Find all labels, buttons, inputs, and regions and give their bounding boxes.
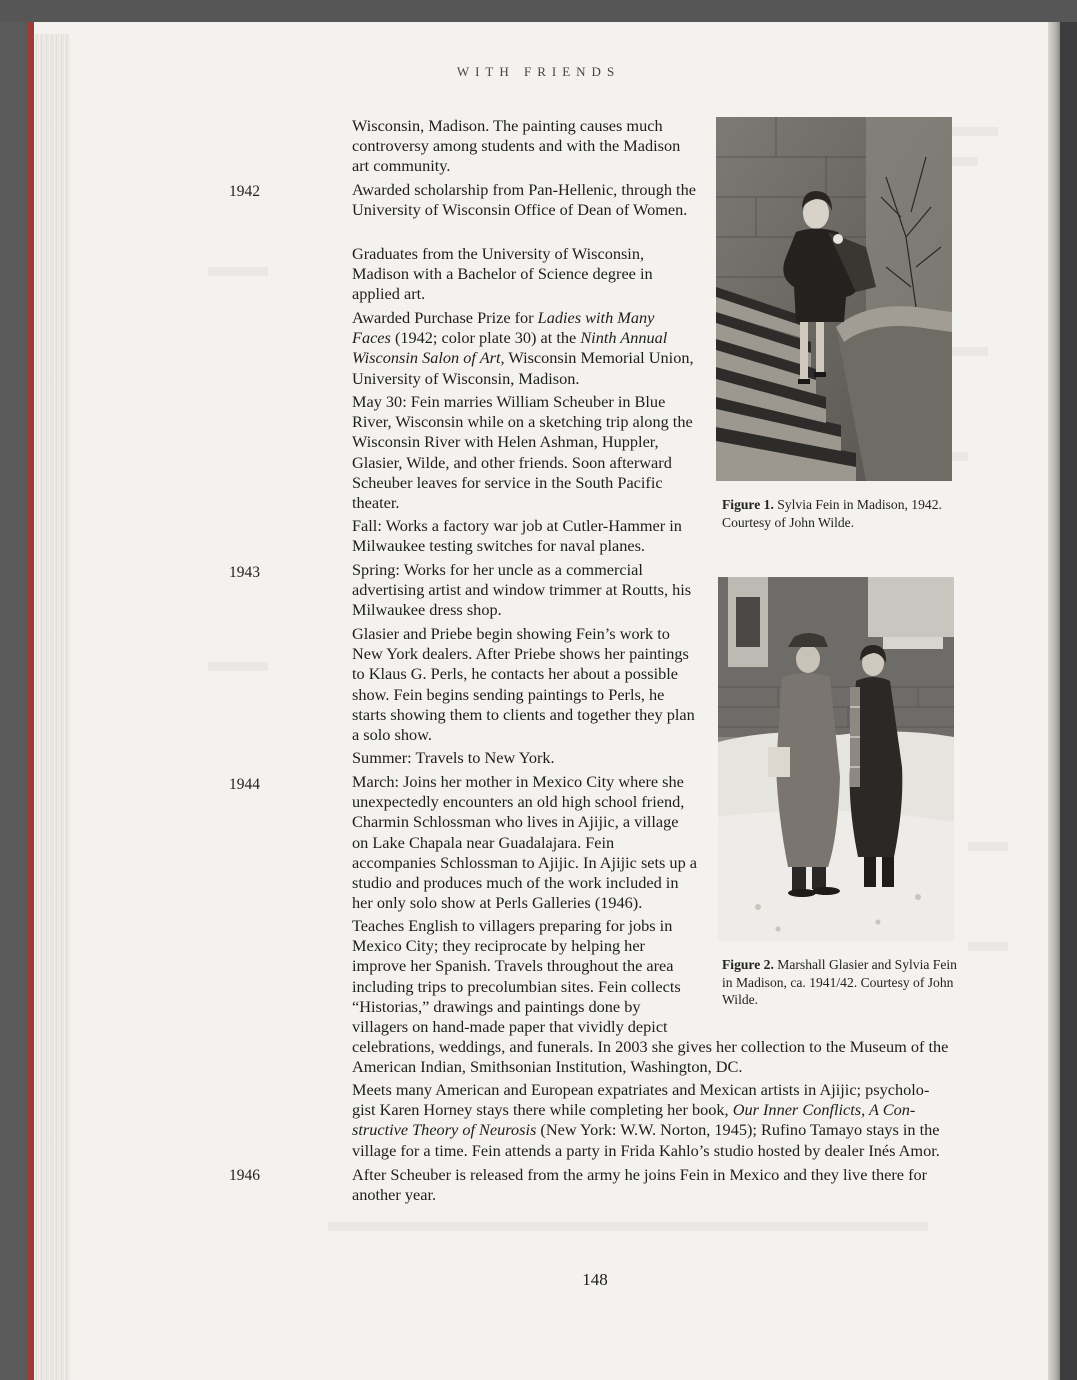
- chronology-entry: May 30: Fein marries William Scheuber in Blue River, Wisconsin while on a sketching trip along the Wisconsin River with Helen Ashman, Huppler, Glasier, Wilde, and other friends. Soon afterward Scheuber leaves for service in the South Pacific theater.: [352, 392, 693, 513]
- page-edge-red: [28, 22, 34, 1380]
- figure-label: Figure 1.: [722, 497, 774, 512]
- scan-background: [0, 0, 1077, 22]
- entry-text: Wisconsin Memorial Union, University of Wisconsin, Madison.: [352, 348, 694, 388]
- bleed-through: [328, 1222, 928, 1231]
- figure-1-photo: [716, 117, 952, 481]
- chronology-entry: Summer: Travels to New York.: [352, 748, 555, 767]
- caption-text: Sylvia Fein in Madison, 1942. Courtesy of John Wilde.: [722, 497, 942, 530]
- year-label-1943: 1943: [229, 564, 260, 581]
- bleed-through: [208, 662, 268, 671]
- year-label-1944: 1944: [229, 776, 260, 793]
- figure-2-photo: [718, 577, 954, 941]
- entry-text: (1942; color plate 30) at the: [390, 328, 581, 348]
- figure-label: Figure 2.: [722, 957, 774, 972]
- bleed-through: [968, 842, 1008, 851]
- chronology-entry: Glasier and Priebe begin showing Fein’s work to New York dealers. After Priebe shows her paintings to Klaus G. Perls, he contacts her about a possible show. Fein begins sending paintings to Perls, he starts showing them to clients and together they plan a solo show.: [352, 624, 695, 745]
- entry-line: villagers on hand-made paper that vividly depict: [352, 1017, 668, 1037]
- year-label-1946: 1946: [229, 1167, 260, 1184]
- chronology-entry: After Scheuber is released from the army he joins Fein in Mexico and they live there for another year.: [352, 1165, 928, 1205]
- caption-text: Marshall Glasier and Sylvia Fein in Madison, ca. 1941/42. Courtesy of John Wilde.: [722, 957, 957, 1007]
- entry-text: Awarded Purchase Prize for: [352, 308, 538, 327]
- entry-line: including trips to precolumbian sites. Fein collects: [352, 976, 681, 996]
- page-gutter-right: [1048, 22, 1060, 1380]
- figure-2-caption: [722, 956, 962, 1009]
- entry-text: Meets many American and European expatriates and Mexican artists in Ajijic; psycholo-gist Karen Horney stays there while completing her book,: [352, 1080, 930, 1120]
- entry-text: (New York: W.W. Norton, 1945); Rufino Tamayo stays in the village for a time. Fein attends a party in Frida Kahlo’s studio hosted by dealer Inés Amor.: [352, 1120, 940, 1160]
- scan-background: [1060, 22, 1077, 1380]
- entry-line: Mexico City; they reciprocate by helping her: [352, 936, 645, 956]
- bleed-through: [208, 267, 268, 276]
- entry-line: Teaches English to villagers preparing for jobs in: [352, 916, 673, 935]
- page-number: 148: [582, 1270, 608, 1289]
- entry-text: celebrations, weddings, and funerals. In 2003 she gives her collection to the Museum of the American Indian, Smithsonian Institution, Washington, DC.: [352, 1037, 949, 1077]
- book-title: Our Inner Conflicts, A Con-structive Theory of Neurosis: [352, 1100, 916, 1140]
- chronology-entry: March: Joins her mother in Mexico City where she unexpectedly encounters an old high school friend, Charmin Schlossman who lives in Ajijic, a village on Lake Chapala near Guadalajara. Fein accompanies Schlossman to Ajijic. In Ajijic sets up a studio and produces much of the work included in her only solo show at Perls Galleries (1946).: [352, 772, 698, 913]
- figure-1-caption: [722, 496, 962, 531]
- chronology-entry: Graduates from the University of Wisconsin, Madison with a Bachelor of Science degree in applied art.: [352, 244, 653, 304]
- entry-line: “Historias,” drawings and paintings done by: [352, 996, 641, 1016]
- chronology-entry: Spring: Works for her uncle as a commercial advertising artist and window trimmer at Routts, his Milwaukee dress shop.: [352, 560, 692, 620]
- artwork-title: Ladies with Many Faces: [352, 308, 655, 348]
- page-edge-left: [28, 34, 70, 1380]
- chronology-entry: Fall: Works a factory war job at Cutler-Hammer in Milwaukee testing switches for naval planes.: [352, 516, 682, 556]
- exhibition-title: Ninth Annual Wisconsin Salon of Art,: [352, 328, 668, 368]
- chronology-entry: Awarded scholarship from Pan-Hellenic, through the University of Wisconsin Office of Dean of Women.: [352, 180, 696, 220]
- chronology-entry: [352, 308, 697, 389]
- year-label-1942: 1942: [229, 183, 260, 200]
- chronology-entry: [352, 1080, 952, 1161]
- bleed-through: [968, 942, 1008, 951]
- running-head: WITH FRIENDS: [456, 64, 621, 79]
- chronology-entry: Wisconsin, Madison. The painting causes much controversy among students and with the Madison art community.: [352, 116, 681, 176]
- entry-line: improve her Spanish. Travels throughout the area: [352, 956, 674, 976]
